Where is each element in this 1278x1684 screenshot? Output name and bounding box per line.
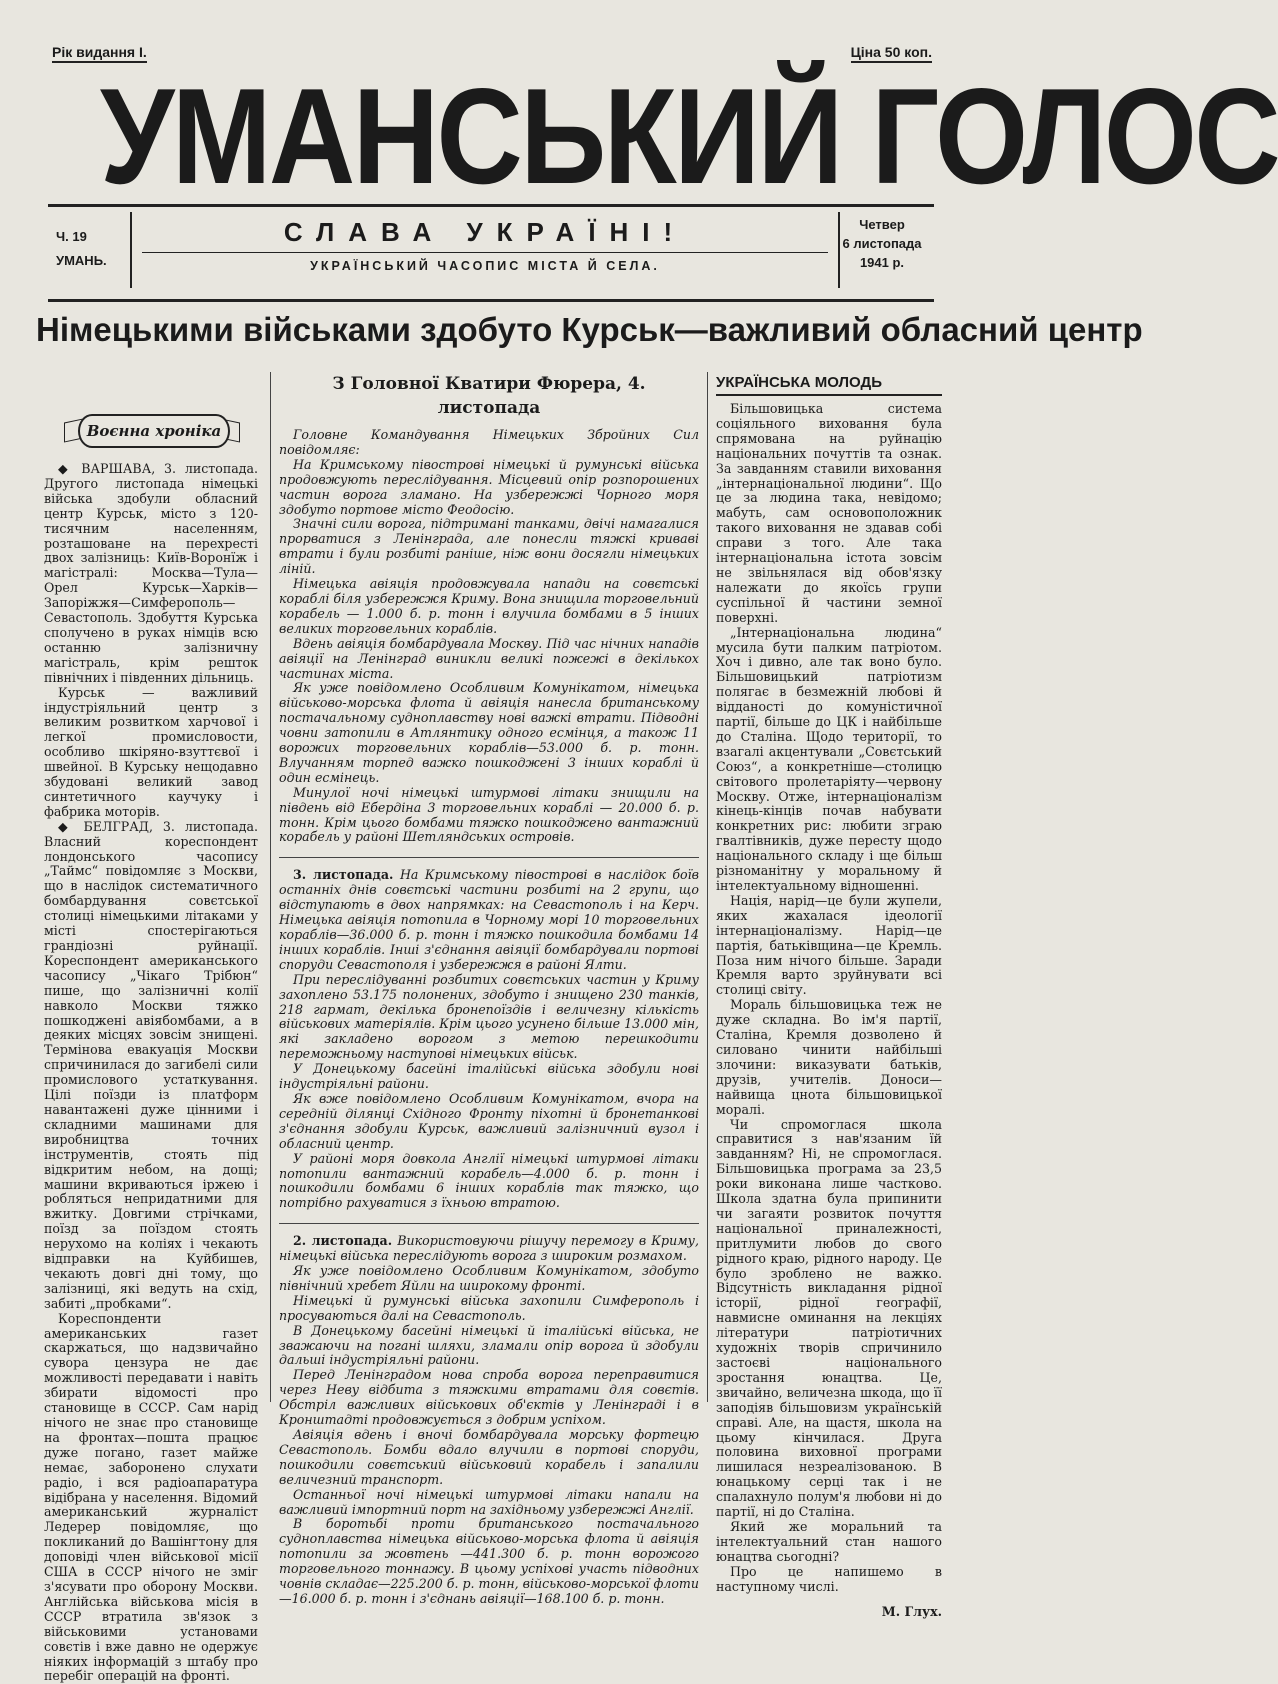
price: Ціна 50 коп. [851, 44, 932, 63]
paragraph: Останньої ночі німецькі штурмові літаки напали на важливий імпортний порт на західньому узбережжі Англії. [279, 1486, 699, 1517]
weekday: Четвер [859, 217, 905, 232]
section-date: 3. листопада. [293, 867, 394, 883]
paragraph: У Донецькому басейні італійські війська здобули нові індустріяльні райони. [279, 1061, 699, 1092]
middle-column [270, 372, 708, 1606]
paragraph: У районі моря довкола Англії німецькі штурмові літаки потопили вантажний корабель—4.000 б. р. тонн і пошкодили бомбами 6 інших кораблів так тяжко, що потрібно рахуватися з їхньою втратою. [279, 1150, 699, 1211]
paragraph: Минулої ночі німецькі штурмові літаки знищили на південь від Ебердіна 3 торговельних кораблі — 20.000 б. р. тонн. Крім цього бомбами тяжко пошкоджено вантажний корабель у районі Шетляндських островів. [279, 784, 699, 845]
paragraph: „Інтернаціональна людина“ мусила бути палким патріотом. Хоч і дивно, але так воно було. Більшовицький патріотизм полягає в безмежній любові й відданості до комуністичної партії, більше до ЦК і найбільше до Сталіна. Щодо території, то взагалі акцентували „Совєтський Союз“, а конкретніше—столицю світового пролетаріяту—червону Москву. Отже, інтернаціоналізм кінець-кінців почав набувати конкретних рис: любити зграю гвалтівників, дуже пересту щодо національного складу і ще більш різноманітну у моральному й інтелектуальному відношенні. [716, 624, 942, 893]
left-column [44, 461, 258, 1684]
issue-info [56, 225, 120, 273]
year: 1941 р. [859, 255, 905, 270]
paragraph: Авіяція вдень і вночі бомбардувала морську фортецю Севастополь. Бомби вдало влучили в портові споруди, пошкодили совєтський військовий корабель і запалили величезний транспорт. [279, 1427, 699, 1487]
slogan-box [130, 212, 840, 288]
paragraph: Вдень авіяція бомбардувала Москву. Під час нічних нападів авіяції на Ленінград виникли великі пожежі в декількох частинах міста. [279, 635, 699, 681]
paragraph: Значні сили ворога, підтримані танками, двічі намагалися прорватися з Ленінграда, але понесли тяжкі криваві втрати і були розбиті раніше, ніж вони досягли німецьких ліній. [279, 516, 699, 577]
paragraph: Кореспонденти американських газет скаржаться, що надзвичайно сувора цензура не дає можливості передавати і навіть збирати відомості про становище в СССР. Сам нарід нічого не знає про становище на фронтах—пошта працює дуже погано, газет майже немає, заборонено слухати радіо, і вся радіоапаратура відібрана у населення. Відомий американський журналіст Ледерер повідомляє, що покликаний до Вашінгтону для доповіді член військової місії США в СССР нічого не зміг з'ясувати про оборону Москви. Англійська військова місія в СССР втратила зв'язок з військовими установами совєтів і вже давно не одержує ніяких інформацій з штабу про перебіг операцій на фронті. [44, 1310, 258, 1684]
paragraph: Перед Ленінградом нова спроба ворога переправитися через Неву відбита з тяжкими втратами для совєтів. Обстріл важливих військових об'єктів у Ленінграді і в Кронштадті продовжується з добрим успіхом. [279, 1367, 699, 1428]
dated-paragraph [279, 868, 699, 972]
paragraph: Який же моральний та інтелектуальний стан нашого юнацтва сьогодні? [716, 1518, 942, 1564]
paragraph: Мораль більшовицька теж не дуже складна. Во ім'я партії, Сталіна, Кремля дозволено й силовано чинити найбільші злочини: виказувати батьків, друзів, учителів. Доноси—найвища цнота більшовицької моралі. [716, 997, 942, 1117]
war-chronicle-label: Воєнна хроніка [78, 414, 230, 448]
masthead-band [48, 204, 934, 302]
author-signature: М. Глух. [881, 1603, 942, 1619]
paragraph: Німецька авіяція продовжувала напади на совєтські кораблі біля узбережжя Криму. Вона знищила торговельний корабель — 1.000 б. р. тонн і влучила бомбами в 5 інших великих торговельних кораблів. [279, 576, 699, 636]
war-chronicle-badge [64, 400, 240, 456]
slogan: СЛАВА УКРАЇНІ! [283, 217, 687, 247]
newspaper-title: УМАНСЬКИЙ ГОЛОС [100, 60, 1278, 212]
paragraph: Чи спромоглася школа справитися з нав'язаним їй завданням? Ні, не спромоглася. Більшовицька програма за 23,5 роки виконана лише частково. Школа здатна була припинити чи загаяти розвиток почуття національної приналежності, притлумити любов до свого рідного краю, рідного народу. Це було зроблено не важко. Відсутність викладання рідної історії, рідної географії, навмисне оминання на лекціях літератури патріотичних художніх творів спричинило застоєві національного зростання юнацтва. Це, звичайно, величезна шкода, що її заподіяв більшовизм українській справі. Але, на щастя, школа на цьому кінчилася. Друга половина виховної програми лишилася незреалізованою. В юнацькому серці так і не спалахнуло полум'я любови ні до партії, ні до Сталіна. [716, 1116, 942, 1520]
paragraph: При переслідуванні розбитих совєтських частин у Криму захоплено 53.175 полонених, здобуто і знищено 230 танків, 218 гармат, декілька бронепоїздів і величезну кількість військових матеріялів. Крім цього усунено більше 13.000 мін, які закладено ворогом з метою перешкодити переможньому наступові німецьких військ. [279, 971, 699, 1062]
city: УМАНЬ. [56, 253, 107, 268]
section-date: 2. листопада. [293, 1233, 393, 1249]
paragraph: Як уже повідомлено Особливим Комунікатом, здобуто північний хребет Яйли на широкому фронті. [279, 1263, 699, 1293]
paragraph: В Донецькому басейні німецькі й італійські війська, не зважаючи на погані шляхи, зламали опір ворога й здобули дальші індустріяльні райони. [279, 1322, 699, 1368]
divider [279, 1223, 699, 1224]
paragraph: Як вже повідомлено Особливим Комунікатом, вчора на середній ділянці Східного Фронту піхотні й бронетанкові з'єднання здобули Курськ, важливий залізничний вузол і обласний центр. [279, 1090, 699, 1151]
issue-number: Ч. 19 [56, 229, 87, 244]
paragraph: Більшовицька система соціяльного виховання була спрямована на руйнацію національних почуттів та ознак. За завданням ставили виховання „інтернаціональної людини“. Що це за людина така, невідомо; мабуть, сам основоположник такого виховання не здавав собі справи з того. Але така інтернаціональна істота зовсім не звільнялася від обов'язку належати до якоїсь групи суспільної й частини земної поверхні. [716, 401, 942, 625]
divider [279, 857, 699, 858]
intro: Головне Командування Німецьких Збройних Сил повідомляє: [279, 427, 699, 457]
right-article-title: УКРАЇНСЬКА МОЛОДЬ [716, 372, 942, 396]
date-info [836, 215, 928, 272]
dated-paragraph [279, 1234, 699, 1264]
article-title: З Головної Кватири Фюрера, 4. листопада [332, 374, 646, 418]
paragraph: ◆ БЕЛГРАД, 3. листопада. Власний кореспондент лондонського часопису „Таймс“ повідомляє з Москви, що в наслідок систематичного бомбардування совєтської столиці німецькими літаками у місті спостерігаються грандіозні руйнації. Кореспондент американського часопису „Чікаго Трібюн“ пише, що залізничні колії навколо Москви тяжко пошкоджені авіябомбами, а в деяких місцях зовсім знищені. Термінова евакуація Москви спричинилася до загибелі сили промислового устаткування. Цілі поїзди із платформ навантажені дуже цінними і складними машинами для виробництва точних інструментів, стоять під відкритим небом, на дощі; машини вкриваються іржею і робляться непридатними для вжитку. Довгими стрічками, поїзд за поїздом стоять нерухомо на коліях і чекають відправки на Куйбишев, чекають довгі дні тому, що залізниці, які ведуть на схід, забиті „пробками“. [44, 818, 258, 1311]
paragraph: В боротьбі проти британського постачального судноплавства німецька військово-морська флота й авіяція потопили за жовтень —441.300 б. р. тонн ворожого торговельного тоннажу. В цьому успіхові участь підводних човнів складає—225.200 б. р. тонн, військово-морської флоти—16.000 б. р. тонн і з'єднань авіяції—168.100 б. р. тонн. [279, 1516, 699, 1606]
paragraph-text: На Кримському півострові в наслідок боїв останніх днів совєтські частини розбиті на 2 групи, що відступають в двох напрямках: на Севастополь і на Керч. Німецька авіяція потопила в Чорному морі 10 торговельних кораблів—36.000 б. р. тонн і тяжко пошкодила бомбами 14 інших кораблів. Інші з'єднання авіяції бомбардували портові споруди Севастополя і узбережжя в районі Ялти. [279, 867, 699, 972]
paragraph: Про це напишемо в наступному числі. [716, 1563, 942, 1594]
paragraph: Німецькі й румунські війська захопили Симферополь і просуваються далі на Севастополь. [279, 1292, 699, 1323]
paragraph-text: Використовуючи рішучу перемогу в Криму, німецькі війська переслідують ворога з широким розмахом. [279, 1233, 699, 1264]
paragraph: Як уже повідомлено Особливим Комунікатом, німецька військово-морська флота й авіяція нанесла британському постачальному судноплавству нові важкі втрати. Підводні човни затопили в Атлянтику одного есмінця, а також 11 ворожих торговельних кораблів—53.000 б. р. тонн. Влучанням торпед важко пошкоджені 3 інших кораблі й один есмінець. [279, 680, 699, 785]
main-headline: Німецькими військами здобуто Курськ—важливий обласний центр [36, 311, 1143, 348]
paragraph: Нація, нарід—це були жупели, яких жахалася ідеології інтернаціоналізму. Нарід—це партія, батьківщина—це Кремль. Поза ним нічого більше. Заради Кремля варто зруйнувати всі столиці світу. [716, 892, 942, 998]
right-column [716, 372, 942, 1619]
date: 6 листопада [842, 236, 922, 251]
paragraph: ◆ ВАРШАВА, 3. листопада. Другого листопада німецькі війська здобули обласний центр Курськ, місто з 120-тисячним населенням, розташоване на перехресті двох залізниць: Київ-Воронїж і магістралі: Москва—Тула—Орел Курськ—Харків—Запоріжжя—Симферополь—Севастополь. Здобуття Курська сполучено в руках німців всю останню залізничну магістраль, крім решток північних і південних дільниць. [44, 461, 258, 685]
subtitle: УКРАЇНСЬКИЙ ЧАСОПИС МІСТА Й СЕЛА. [142, 252, 828, 275]
publication-year: Рік видання І. [52, 44, 147, 63]
paragraph: На Кримському півострові німецькі й румунські війська продовжують переслідування. Місцевий опір розпорошених частин ворога зламано. На узбережжі Чорного моря здобуто портове місто Феодосію. [279, 456, 699, 517]
paragraph: Курськ — важливий індустріяльний центр з великим розвитком харчової і легкої промисловости, особливо шкіряно-взуттєвої і швейної. В Курську нещодавно збудовані великий завод синтетичного каучуку і фабрика моторів. [44, 684, 258, 819]
